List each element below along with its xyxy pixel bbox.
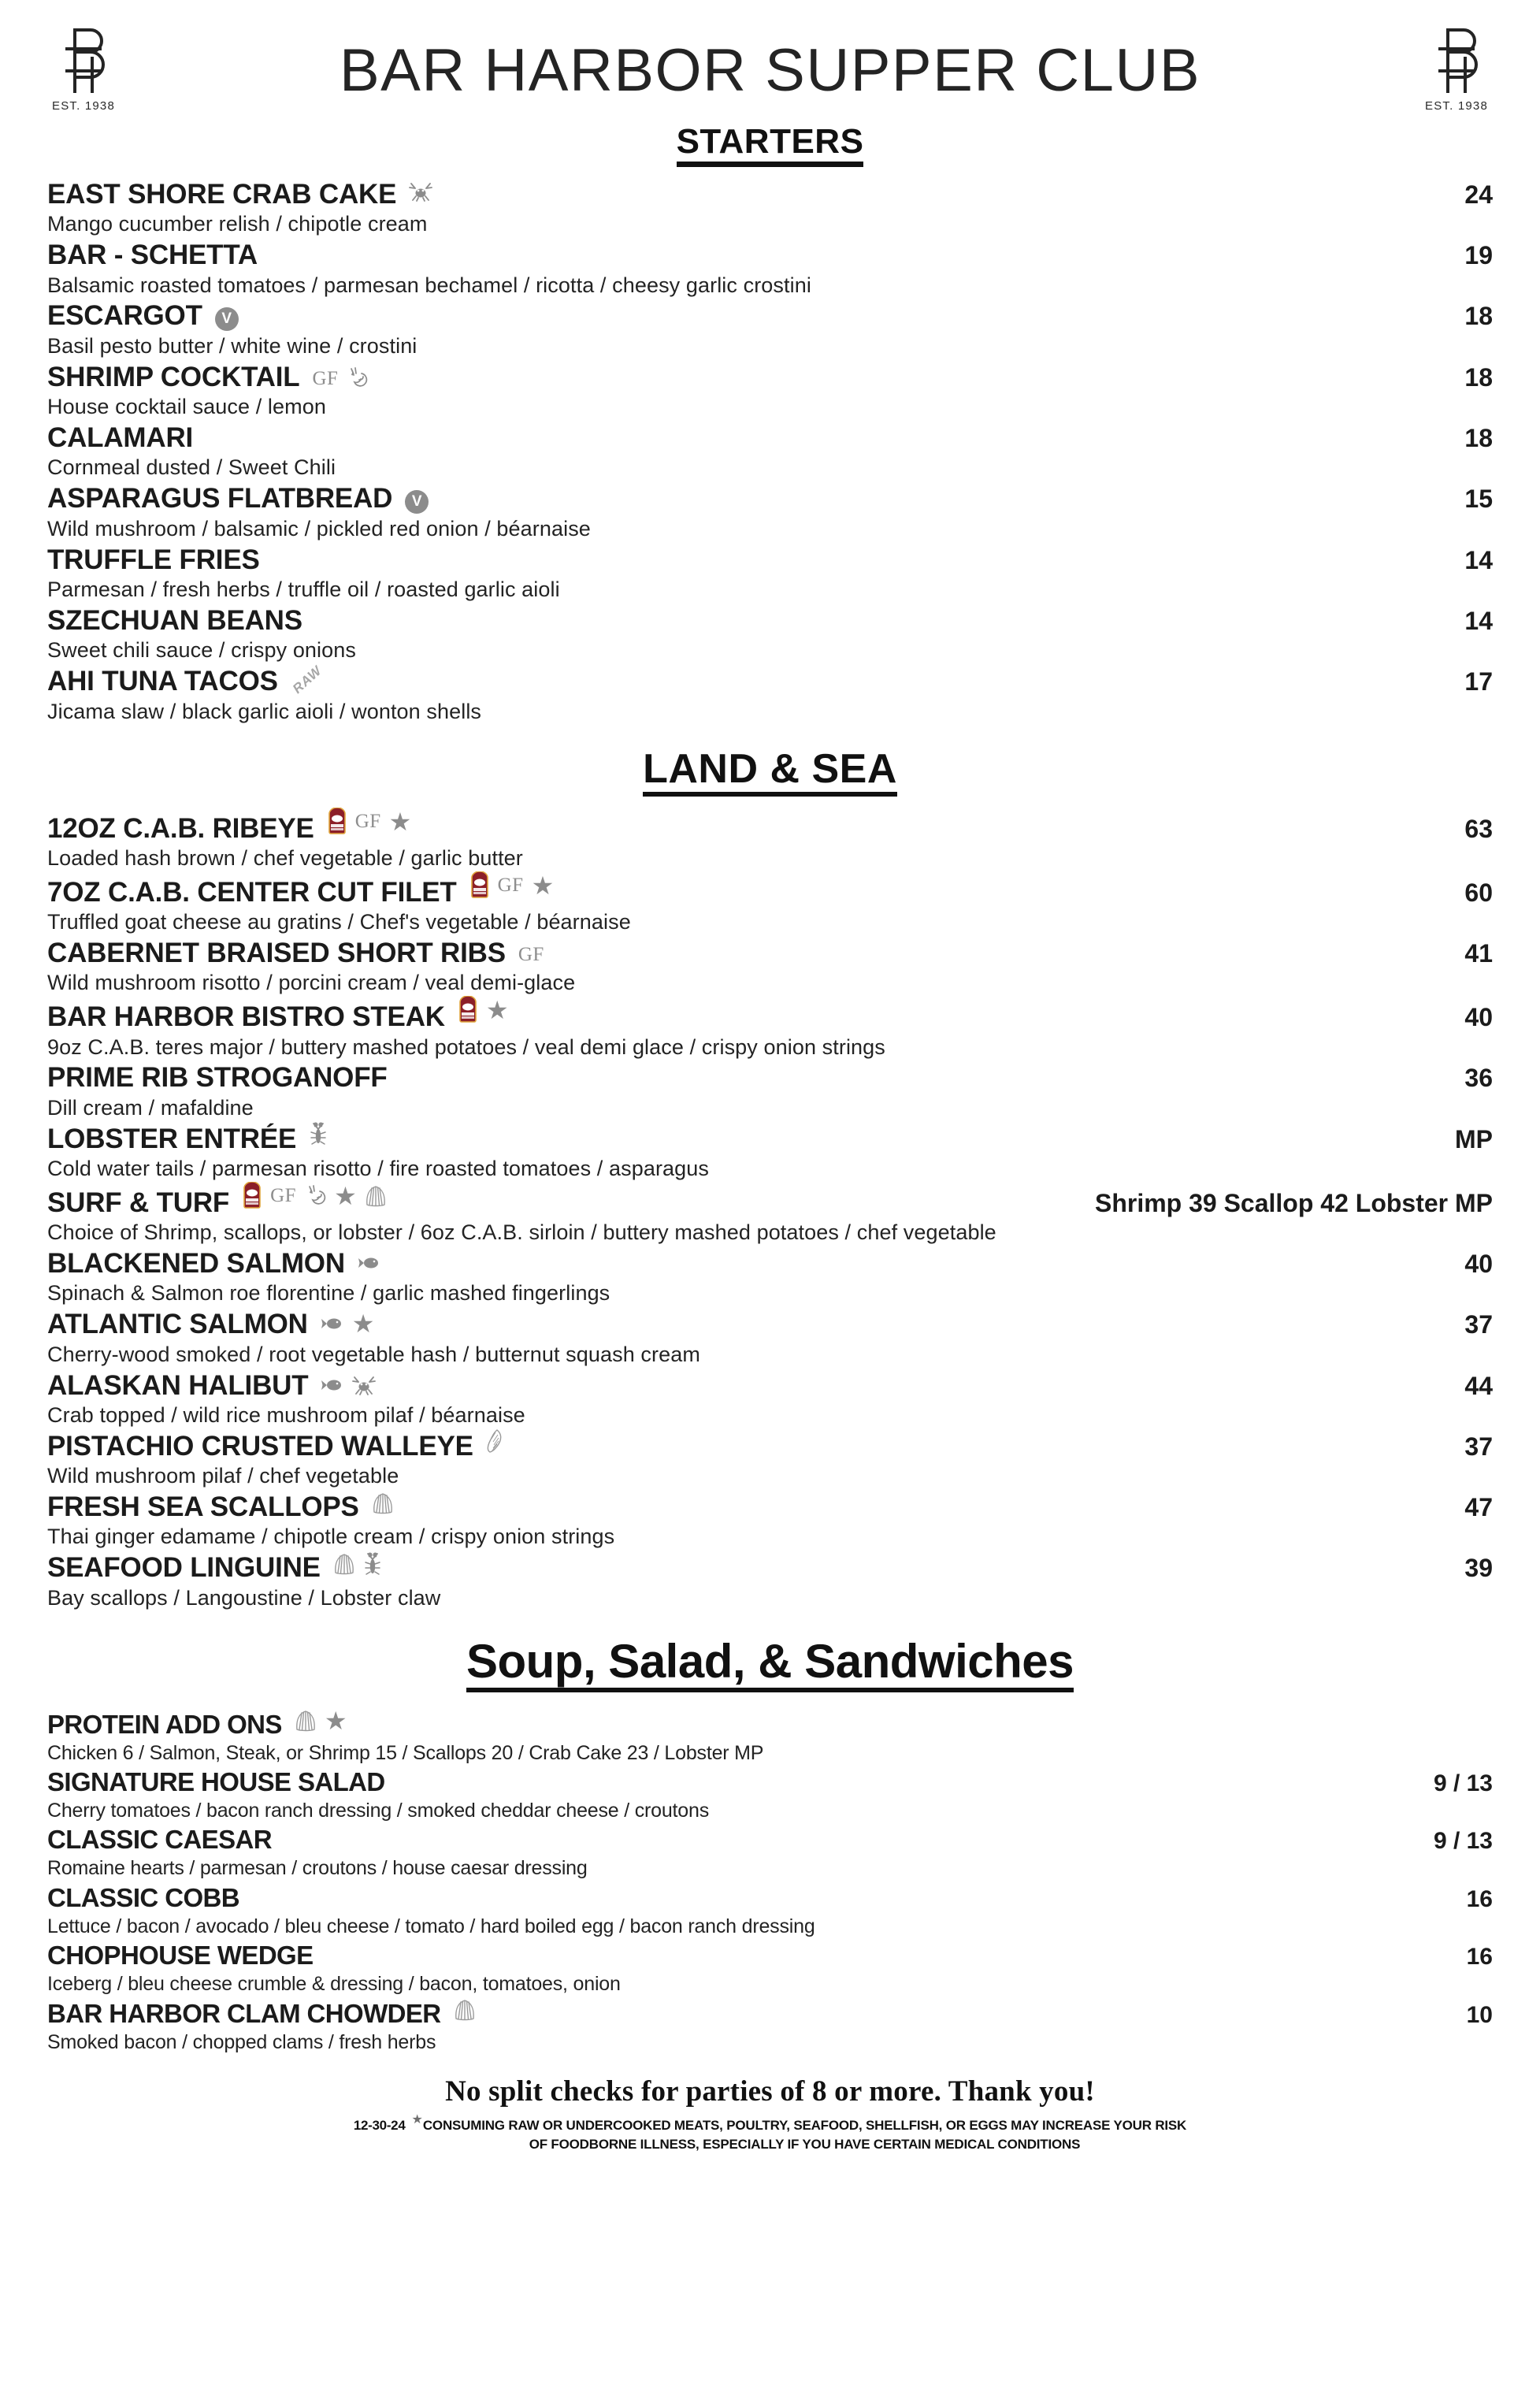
menu-item[interactable] [47,873,1493,935]
menu-item[interactable] [47,1491,1493,1550]
section-title-soup-salad-sandwiches [47,1634,1493,1692]
section-title-soup-salad-sandwiches-text: Soup, Salad, & Sandwiches [466,1638,1074,1692]
item-description: Cherry tomatoes / bacon ranch dressing / smoked cheddar cheese / croutons [47,1799,710,1822]
item-icons [312,367,368,389]
item-description: Bay scallops / Langoustine / Lobster claw [47,1585,441,1610]
menu-item[interactable] [47,178,1493,237]
item-description: Wild mushroom / balsamic / pickled red onion / béarnaise [47,516,591,540]
item-icons [405,490,429,514]
item-name: ATLANTIC SALMON [47,1309,308,1340]
item-name: FRESH SEA SCALLOPS [47,1491,359,1523]
gluten-free-icon: GF [270,1185,297,1207]
star-icon: ★ [351,1309,375,1339]
item-price: 41 [1464,938,1493,968]
item-name: PROTEIN ADD ONS [47,1709,282,1739]
fish-icon [321,1316,344,1332]
star-icon: ★ [334,1181,357,1210]
item-name: SHRIMP COCKTAIL [47,361,300,392]
item-icons [327,808,412,836]
menu-list-land-and-sea [47,809,1493,1611]
menu-item[interactable] [47,1999,1493,2054]
menu-item-header [47,997,1493,1033]
item-price: 37 [1464,1432,1493,1461]
item-name: BAR - SCHETTA [47,240,258,271]
gluten-free-icon: GF [354,811,381,833]
crab-icon [409,181,432,202]
advisory-line-1: CONSUMING RAW OR UNDERCOOKED MEATS, POULTRY, SEAFOOD, SHELLFISH, OR EGGS MAY INCREASE YOUR RISK [422,2118,1187,2134]
item-price: 15 [1464,485,1493,514]
menu-item[interactable] [47,1183,1493,1246]
item-name: BLACKENED SALMON [47,1248,345,1280]
fish-icon [321,1377,344,1393]
item-price: 60 [1464,878,1493,907]
lobster-icon [363,1551,382,1577]
item-name: SEAFOOD LINGUINE [47,1552,321,1584]
menu-item-header [47,1706,1493,1740]
item-price: 10 [1466,2001,1493,2028]
menu-item-header [47,1825,1493,1855]
item-name: EAST SHORE CRAB CAKE [47,179,397,210]
menu-item-header [47,1061,1493,1094]
item-description: Mango cucumber relish / chipotle cream [47,212,428,236]
certified-angus-beef-icon [242,1182,262,1210]
item-description: Chicken 6 / Salmon, Steak, or Shrimp 15 / Scallops 20 / Crab Cake 23 / Lobster MP [47,1741,764,1764]
item-description: Dill cream / mafaldine [47,1095,254,1120]
menu-item-header [47,1999,1493,2030]
item-description: Cherry-wood smoked / root vegetable hash / butternut squash cream [47,1342,700,1366]
menu-item-header [47,544,1493,576]
item-price: 16 [1466,1885,1493,1912]
menu-item[interactable] [47,482,1493,541]
item-icons [321,1309,375,1339]
scallop-icon [365,1185,387,1207]
item-name: BAR HARBOR BISTRO STEAK [47,1001,445,1033]
item-icons [333,1551,382,1577]
item-icons [486,1428,503,1454]
menu-footer [47,2075,1493,2170]
item-price: 47 [1464,1493,1493,1522]
menu-item[interactable] [47,1123,1493,1182]
item-description: Basil pesto butter / white wine / crostini [47,333,417,358]
item-description: Iceberg / bleu cheese crumble & dressing / bacon, tomatoes, onion [47,1973,621,1996]
item-icons [358,1255,381,1271]
vegetarian-icon: V [215,307,239,331]
logo-right [1409,25,1504,113]
item-description: Sweet chili sauce / crispy onions [47,638,356,663]
item-description: Truffled goat cheese au gratins / Chef's vegetable / béarnaise [47,910,631,934]
item-price: 40 [1464,1250,1493,1279]
logo-left [36,25,131,113]
menu-item[interactable] [47,937,1493,996]
advisory-text [423,2116,1186,2154]
menu-item-header [47,873,1493,908]
star-icon: ★ [411,2113,423,2127]
item-description: Wild mushroom risotto / porcini cream / veal demi-glace [47,971,576,995]
crab-icon [352,1375,376,1395]
item-name: TRUFFLE FRIES [47,544,260,575]
certified-angus-beef-icon [327,808,347,836]
item-description: Romaine hearts / parmesan / croutons / house caesar dressing [47,1857,588,1880]
item-price: MP [1455,1124,1493,1153]
shrimp-icon [346,367,368,389]
item-price: 24 [1464,180,1493,209]
item-price: 14 [1464,545,1493,574]
item-name: SURF & TURF [47,1187,230,1218]
menu-item[interactable] [47,544,1493,603]
item-name: CLASSIC COBB [47,1882,239,1912]
item-name: LOBSTER ENTRÉE [47,1123,297,1154]
item-icons [518,945,544,964]
section-title-starters-text: STARTERS [677,124,864,167]
item-price: 44 [1464,1371,1493,1400]
item-icons [242,1182,387,1210]
menu-item-header [47,665,1493,697]
menu-item-header [47,1308,1493,1340]
menu-item[interactable] [47,1825,1493,1880]
gluten-free-icon: GF [312,367,339,389]
scallop-icon [333,1553,355,1575]
menu-item[interactable] [47,1430,1493,1489]
menu-item-header [47,178,1493,210]
item-name: CHOPHOUSE WEDGE [47,1941,314,1971]
menu-item[interactable] [47,422,1493,481]
menu-item[interactable] [47,997,1493,1060]
section-title-land-and-sea [47,745,1493,797]
menu-item[interactable] [47,1941,1493,1996]
section-title-land-and-sea-text: LAND & SEA [643,748,897,797]
item-price: 39 [1464,1554,1493,1583]
item-icons [409,181,432,202]
menu-item[interactable] [47,1247,1493,1306]
item-description: Spinach & Salmon roe florentine / garlic mashed fingerlings [47,1281,610,1306]
item-icons [469,871,555,900]
fish-icon [358,1255,381,1271]
item-name: SZECHUAN BEANS [47,605,302,637]
item-name: CLASSIC CAESAR [47,1825,272,1855]
item-price: 40 [1464,1003,1493,1032]
certified-angus-beef-icon [458,996,478,1024]
certified-angus-beef-icon [469,871,490,900]
vegetarian-icon: V [405,490,429,514]
item-name: PISTACHIO CRUSTED WALLEYE [47,1430,473,1462]
item-description: Jicama slaw / black garlic aioli / wonton shells [47,699,482,723]
item-icons [458,996,509,1024]
page-title: BAR HARBOR SUPPER CLUB [339,37,1201,104]
logo-est-label-right: EST. 1938 [1424,99,1488,113]
no-split-checks-note: No split checks for parties of 8 or more. Thank you! [445,2075,1095,2108]
menu-item[interactable] [47,1061,1493,1120]
item-name: 7OZ C.A.B. CENTER CUT FILET [47,876,457,908]
item-description: Balsamic roasted tomatoes / parmesan bechamel / ricotta / cheesy garlic crostini [47,273,811,297]
item-name: ESCARGOT [47,300,202,332]
menu-item-header [47,1430,1493,1462]
menu-item-header [47,299,1493,332]
item-description: Choice of Shrimp, scallops, or lobster / 6oz C.A.B. sirloin / buttery mashed potatoes / chef vegetable [47,1220,996,1245]
item-description: Wild mushroom pilaf / chef vegetable [47,1464,399,1488]
star-icon: ★ [324,1706,347,1735]
item-name: BAR HARBOR CLAM CHOWDER [47,1998,441,2028]
item-name: PRIME RIB STROGANOFF [47,1062,388,1094]
menu-item[interactable] [47,361,1493,420]
menu-item-header [47,937,1493,969]
shrimp-icon [304,1185,326,1207]
menu-item-header [47,1767,1493,1798]
star-icon: ★ [485,996,509,1025]
item-description: Parmesan / fresh herbs / truffle oil / roasted garlic aioli [47,578,560,602]
menu-item-header [47,361,1493,393]
menu-header [47,14,1493,131]
item-price: 17 [1464,667,1493,696]
item-name: ASPARAGUS FLATBREAD [47,483,393,514]
section-title-starters [47,124,1493,167]
menu-item-header [47,1183,1493,1219]
item-price: 14 [1464,607,1493,636]
item-price: Shrimp 39 Scallop 42 Lobster MP [1094,1188,1493,1217]
menu-item[interactable] [47,1706,1493,1765]
menu-date: 12-30-24 [353,2118,406,2134]
menu-item-header [47,1883,1493,1914]
advisory-line-2: OF FOODBORNE ILLNESS, ESPECIALLY IF YOU HAVE CERTAIN MEDICAL CONDITIONS [529,2136,1081,2152]
menu-item-header [47,1941,1493,1971]
menu-item-header [47,482,1493,515]
item-icons [289,663,325,697]
menu-item[interactable] [47,239,1493,298]
item-icons [295,1708,347,1733]
item-description: Lettuce / bacon / avocado / bleu cheese / tomato / hard boiled egg / bacon ranch dressing [47,1915,815,1937]
menu-list-starters [47,178,1493,725]
menu-item-header [47,239,1493,271]
item-price: 9 / 13 [1433,1828,1493,1855]
menu-item-header [47,809,1493,845]
item-icons [309,1121,328,1146]
item-description: 9oz C.A.B. teres major / buttery mashed potatoes / veal demi glace / crispy onion strings [47,1034,885,1059]
scallop-icon [372,1492,394,1514]
item-description: Thai ginger edamame / chipotle cream / crispy onion strings [47,1525,615,1549]
gluten-free-icon: GF [497,875,524,897]
menu-item-header [47,1247,1493,1280]
item-description: Crab topped / wild rice mushroom pilaf / béarnaise [47,1402,525,1427]
scallop-icon [454,1999,476,2021]
item-name: AHI TUNA TACOS [47,666,278,697]
gluten-free-icon: GF [518,943,544,965]
menu-item[interactable] [47,1369,1493,1428]
consumer-advisory [47,2113,1493,2154]
item-name: CALAMARI [47,422,194,454]
item-price: 37 [1464,1310,1493,1339]
lobster-icon [309,1121,328,1146]
item-price: 16 [1466,1944,1493,1971]
menu-item[interactable] [47,299,1493,358]
item-price: 18 [1464,424,1493,453]
menu-item-header [47,1551,1493,1584]
menu-item-header [47,1369,1493,1402]
menu-item[interactable] [47,1308,1493,1367]
item-icons [372,1492,394,1514]
menu-item-header [47,604,1493,637]
star-icon: ★ [388,807,412,836]
item-price: 18 [1464,302,1493,331]
menu-item[interactable] [47,1551,1493,1610]
logo-est-label: EST. 1938 [51,99,115,113]
item-name: 12OZ C.A.B. RIBEYE [47,812,314,844]
scallop-icon [295,1710,317,1732]
item-description: House cocktail sauce / lemon [47,395,326,419]
item-price: 63 [1464,814,1493,843]
item-price: 18 [1464,362,1493,392]
item-icons [215,307,239,331]
menu-item-header [47,1123,1493,1155]
star-icon: ★ [531,871,555,900]
item-price: 9 / 13 [1433,1770,1493,1796]
nut-icon [486,1428,503,1454]
menu-list-soup-salad-sandwiches [47,1706,1493,2055]
raw-icon: RAW [289,663,325,697]
menu-item[interactable] [47,665,1493,724]
item-description: Cold water tails / parmesan risotto / fire roasted tomatoes / asparagus [47,1156,709,1180]
item-icons [321,1375,376,1395]
item-name: CABERNET BRAISED SHORT RIBS [47,937,506,968]
item-price: 19 [1464,241,1493,270]
menu-item-header [47,422,1493,454]
item-description: Loaded hash brown / chef vegetable / garlic butter [47,845,523,870]
item-icons [454,1999,476,2021]
item-name: SIGNATURE HOUSE SALAD [47,1767,385,1796]
item-name: ALASKAN HALIBUT [47,1369,309,1401]
menu-item[interactable] [47,1767,1493,1822]
item-description: Cornmeal dusted / Sweet Chili [47,455,336,480]
item-description: Smoked bacon / chopped clams / fresh herbs [47,2030,436,2053]
menu-item[interactable] [47,1883,1493,1938]
menu-item[interactable] [47,604,1493,663]
menu-item[interactable] [47,809,1493,871]
menu-item-header [47,1491,1493,1523]
item-price: 36 [1464,1064,1493,1093]
